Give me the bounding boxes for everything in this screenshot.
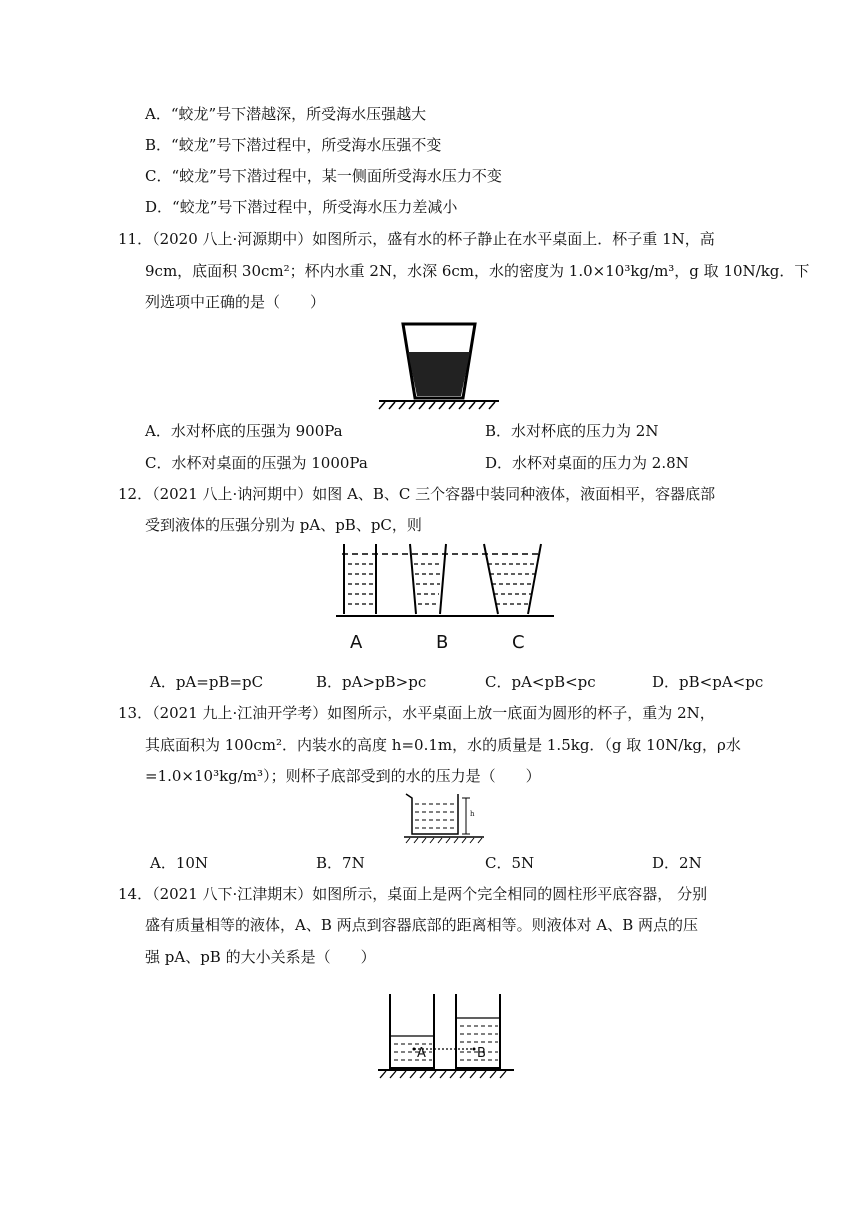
q11-option-b: B．水对杯底的压力为 2N bbox=[485, 422, 659, 440]
q11-cup-figure bbox=[375, 318, 505, 410]
q12-label-a: A bbox=[350, 632, 363, 653]
q13-option-b: B．7N bbox=[316, 854, 365, 872]
q13-stem-line2: 其底面积为 100cm²．内装水的高度 h=0.1m，水的质量是 1.5kg．（g 取 10N/kg，ρ水 bbox=[145, 736, 741, 754]
q13-stem-line1: 13．（2021 九上·江油开学考）如图所示，水平桌面上放一底面为圆形的杯子，重为 2N， bbox=[118, 704, 715, 722]
q12-label-c: C bbox=[512, 632, 525, 653]
q13-cup-figure bbox=[400, 790, 490, 846]
q12-option-b: B．pA>pB>pc bbox=[316, 673, 427, 691]
q13-option-a: A．10N bbox=[150, 854, 209, 872]
q14-stem-line1: 14．（2021 八下·江津期末）如图所示，桌面上是两个完全相同的圆柱形平底容器， 分别 bbox=[118, 885, 708, 903]
q11-option-d: D．水杯对桌面的压力为 2.8N bbox=[485, 454, 689, 472]
q14-containers-figure bbox=[378, 990, 518, 1082]
q12-option-c: C．pA<pB<pc bbox=[485, 673, 596, 691]
q13-stem-line3: =1.0×10³kg/m³）；则杯子底部受到的水的压力是（ ） bbox=[145, 767, 541, 785]
q14-point-a-label: A bbox=[417, 1046, 426, 1061]
q11-stem-line2: 9cm，底面积 30cm²；杯内水重 2N，水深 6cm，水的密度为 1.0×10³kg/m³，g 取 10N/kg．下 bbox=[145, 262, 810, 280]
q12-label-b: B bbox=[436, 632, 449, 653]
q12-option-a: A．pA=pB=pC bbox=[150, 673, 264, 691]
q11-stem-line3: 列选项中正确的是（ ） bbox=[145, 293, 326, 311]
q11-option-a: A．水对杯底的压强为 900Pa bbox=[145, 422, 343, 440]
q11-stem-line1: 11．（2020 八上·河源期中）如图所示，盛有水的杯子静止在水平桌面上．杯子重 1N，高 bbox=[118, 230, 715, 248]
q14-stem-line3: 强 pA、pB 的大小关系是（ ） bbox=[145, 948, 376, 966]
q10-option-d: D．“蛟龙”号下潜过程中，所受海水压力差减小 bbox=[145, 198, 458, 216]
q10-option-c: C．“蛟龙”号下潜过程中，某一侧面所受海水压力不变 bbox=[145, 167, 502, 185]
q14-point-b-label: B bbox=[477, 1046, 486, 1061]
q10-option-b: B．“蛟龙”号下潜过程中，所受海水压强不变 bbox=[145, 136, 442, 154]
q12-stem-line2: 受到液体的压强分别为 pA、pB、pC，则 bbox=[145, 516, 422, 534]
q13-option-c: C．5N bbox=[485, 854, 535, 872]
q11-option-c: C．水杯对桌面的压强为 1000Pa bbox=[145, 454, 368, 472]
q13-height-label: h bbox=[470, 810, 475, 818]
q14-stem-line2: 盛有质量相等的液体，A、B 两点到容器底部的距离相等。则液体对 A、B 两点的压 bbox=[145, 916, 699, 934]
q12-stem-line1: 12．（2021 八上·讷河期中）如图 A、B、C 三个容器中装同种液体，液面相平，容器底部 bbox=[118, 485, 716, 503]
q13-option-d: D．2N bbox=[652, 854, 702, 872]
q12-option-d: D．pB<pA<pc bbox=[652, 673, 764, 691]
q10-option-a: A．“蛟龙”号下潜越深，所受海水压强越大 bbox=[145, 105, 427, 123]
